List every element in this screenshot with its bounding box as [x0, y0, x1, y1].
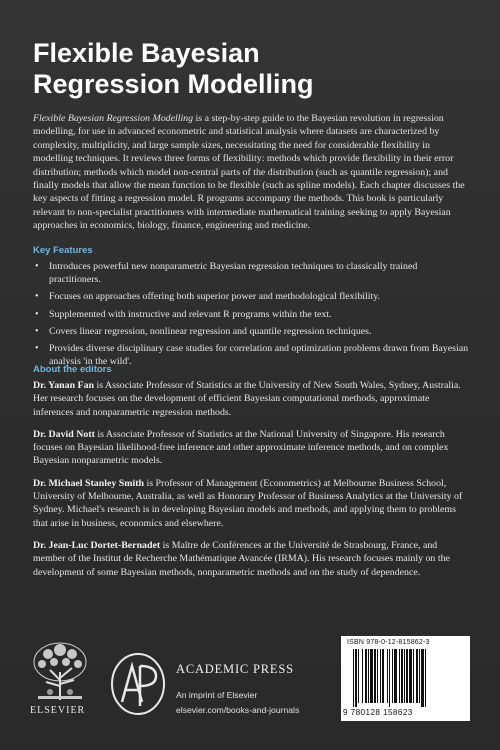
feature-text: Covers linear regression, nonlinear regression and quantile regression techniques.	[49, 325, 372, 337]
barcode-bar	[406, 649, 408, 703]
about-editors-heading: About the editors	[33, 364, 112, 375]
title-line-1: Flexible Bayesian	[33, 38, 260, 68]
barcode-bar	[368, 649, 369, 703]
editor-bio	[33, 379, 471, 419]
isbn-label: ISBN 978-0-12-815862-3	[347, 639, 430, 646]
barcode-bar	[370, 649, 373, 703]
editor-bio	[33, 539, 471, 579]
editors-section	[33, 379, 471, 588]
isbn-barcode-box	[341, 636, 470, 721]
barcode-bar	[404, 649, 405, 703]
elsevier-tree-logo	[30, 640, 90, 704]
intro-book-title: Flexible Bayesian Regression Modelling	[33, 113, 194, 124]
barcode-bar	[389, 649, 390, 707]
barcode-bar	[380, 649, 381, 703]
barcode-bar	[409, 649, 412, 703]
intro-paragraph	[33, 112, 471, 233]
feature-text: Introduces powerful new nonparametric Bayesian regression techniques to classically trained practitioners.	[49, 261, 418, 286]
barcode-bar	[425, 649, 426, 707]
bullet-icon: •	[35, 261, 39, 272]
barcode-bar	[358, 649, 359, 703]
editor-name: Dr. Yanan Fan	[33, 380, 95, 391]
editor-name: Dr. Michael Stanley Smith	[33, 477, 145, 489]
editor-bio-text: is Professor of Management (Econometrics) at Melbourne Business School, University of Melbourne, Australia, as well as Honorary Professor of Business Analytics at the University of Sydney. Michael's research is in developing Bayesian models and methods, and applying them to problems that arise in business, economics and elsewhere.	[33, 477, 463, 529]
imprint-line: An imprint of Elsevier	[176, 690, 258, 700]
feature-item	[33, 308, 471, 321]
barcode-bar	[419, 649, 420, 703]
editor-name: Dr. David Nott	[33, 428, 95, 440]
editor-bio-text: is Maître de Conférences at the Université de Strasbourg, France, and member of the Institut de Recherche Mathématique Avancée (IRMA). His research focuses mainly on the development of some Bayesian methods, nonparametric methods and on the study of dependence.	[33, 539, 450, 578]
barcode-bar	[353, 649, 354, 707]
feature-text: Supplemented with instructive and relevant R programs within the text.	[49, 308, 332, 320]
feature-text: Provides diverse disciplinary case studies for correlation and optimization problems drawn from Bayesian analysis 'in the wild'.	[49, 343, 469, 368]
feature-text: Focuses on approaches offering both superior power and methodological flexibility.	[49, 291, 381, 303]
barcode-bar	[401, 649, 403, 703]
barcode-bar	[387, 649, 388, 703]
barcode-digits: 9 780128 158623	[343, 708, 413, 717]
barcode-bar	[416, 649, 418, 703]
book-title	[33, 38, 473, 100]
key-features-heading: Key Features	[33, 245, 93, 256]
academic-press-name: ACADEMIC PRESS	[176, 662, 294, 676]
feature-item	[33, 290, 471, 303]
bullet-icon: •	[35, 308, 39, 320]
barcode-bar	[413, 649, 414, 703]
barcode-bar	[355, 649, 357, 707]
editor-bio	[33, 477, 471, 530]
feature-item	[33, 260, 471, 286]
barcode-bar	[382, 649, 384, 703]
barcode	[351, 649, 461, 707]
barcode-bar	[392, 649, 393, 703]
elsevier-wordmark: ELSEVIER	[30, 705, 86, 716]
barcode-bar	[374, 649, 376, 703]
barcode-bar	[365, 649, 367, 703]
barcode-bar	[377, 649, 378, 703]
editor-bio-text: is Associate Professor of Statistics at the University of New South Wales, Sydney, Australia. Her research focuses on the development of efficient Bayesian computational methods, approximate inferences and nonparametric regression methods.	[33, 380, 461, 418]
barcode-bar	[394, 649, 397, 703]
feature-item	[33, 325, 471, 338]
bullet-icon: •	[35, 325, 39, 337]
editor-bio-text: is Associate Professor of Statistics at the National University of Singapore. His research focuses on Bayesian likelihood-free inference and other approximate inference methods, and on complex Bayesian nonparametric models.	[33, 428, 449, 467]
bullet-icon: •	[35, 343, 39, 355]
editor-name: Dr. Jean-Luc Dortet-Bernadet	[33, 539, 161, 551]
title-line-2: Regression Modelling	[33, 69, 314, 99]
publisher-url: elsevier.com/books-and-journals	[176, 705, 300, 715]
bullet-icon: •	[35, 291, 39, 303]
editor-bio	[33, 428, 471, 468]
barcode-bar	[362, 649, 363, 703]
academic-press-logo	[108, 652, 168, 716]
barcode-bar	[399, 649, 400, 703]
intro-text: is a step-by-step guide to the Bayesian revolution in regression modelling, for use in advanced econometric and statistical analysis where datasets are characterized by complexity, multiplicity, and large sample sizes, necessitating the need for considerable flexibility in modelling techniques. It reviews three forms of flexibility: methods which provide flexibility in their error distribution; methods which model non-central parts of the distribution (such as quantile regression); and finally models that allow the mean function to be flexible (such as spline models). Each chapter discusses the key aspects of fitting a regression model. R programs accompany the methods. This book is particularly relevant to non-specialist practitioners with intermediate mathematical training seeking to apply Bayesian approaches in economics, biology, finance, engineering and medicine.	[33, 113, 465, 232]
barcode-bar	[421, 649, 424, 707]
key-features-list	[33, 260, 471, 372]
